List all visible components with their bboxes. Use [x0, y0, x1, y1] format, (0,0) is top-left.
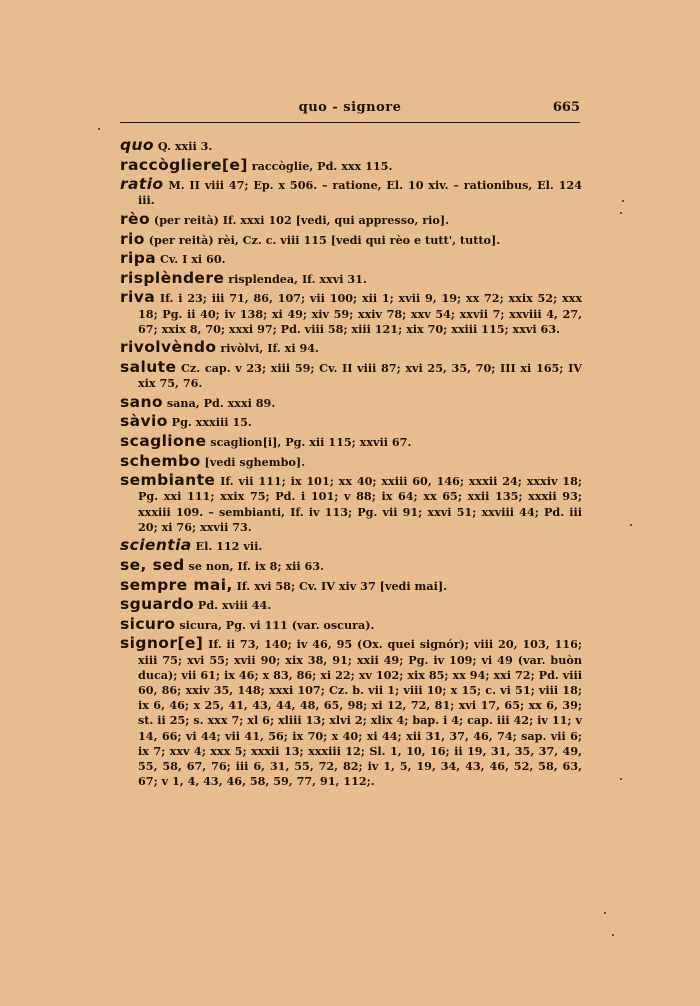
entry-references: M. II viii 47; Ep. x 506. – ratione, El. 10 xiv. – rationibus, El. 124 iii.: [138, 178, 582, 208]
entry-headword: scientia: [120, 536, 192, 555]
entry-headword: raccògliere[e]: [120, 155, 248, 174]
dictionary-entry: [120, 451, 582, 470]
entry-headword: risplèndere: [120, 268, 225, 287]
dictionary-entry: [120, 555, 582, 574]
entry-references: Cz. cap. v 23; xiii 59; Cv. II viii 87; xvi 25, 35, 70; III xi 165; IV xix 75, 76.: [138, 360, 582, 391]
entry-headword: sempre mai,: [120, 575, 233, 594]
entry-references: risplendea, If. xxvi 31.: [224, 271, 367, 286]
page-number: 665: [552, 100, 580, 115]
print-speck: [612, 934, 614, 936]
print-speck: [620, 212, 622, 214]
page-header: [120, 100, 580, 118]
entry-references: (per reità) rèi, Cz. c. viii 115 [vedi qui rèo e tutt', tutto].: [144, 232, 501, 247]
print-speck: [98, 128, 100, 130]
entry-references: raccòglie, Pd. xxx 115.: [247, 158, 393, 173]
entry-headword: sicuro: [120, 614, 176, 633]
print-speck: [622, 200, 624, 202]
entry-headword: scaglione: [120, 431, 207, 450]
entry-headword: ripa: [120, 249, 157, 268]
entry-headword: rivolvèndo: [120, 338, 217, 357]
entry-references: rivòlvi, If. xi 94.: [216, 341, 319, 356]
entry-list: [120, 138, 582, 793]
entry-references: Q. xxii 3.: [153, 139, 213, 153]
dictionary-entry: [120, 414, 582, 430]
dictionary-entry: [120, 290, 582, 337]
entry-headword: sembiante: [120, 471, 216, 490]
dictionary-entry: [120, 431, 582, 450]
print-speck: [620, 778, 622, 780]
entry-references: If. ii 73, 140; iv 46, 95 (Ox. quei signór); viii 20, 103, 116; xiii 75; xvi 55; xvii 90; xix 38, 91; xxii 49; Pg. iv 109; vi 49 (var. buòn duca); vii 61; ix 46; x 83, 86; xi 22; xv 102; xix 85; xx 94; xxi 72; Pd. viii 60, 86; xxiv 35, 148; xxxi 107; Cz. b. vii 1; viii 10; x 15; c. vi 51; viii 18; ix 6, 46; x 25, 41, 43, 44, 48, 65, 98; xi 12, 72, 81; xvi 17, 65; xx 6, 39; st. ii 25; s. xxx 7; xl 6; xliii 13; xlvi 2; xlix 4; bap. i 4; cap. iii 42; iv 11; v 14, 66; vi 44; vii 41, 56; ix 70; x 40; xi 44; xii 31, 37, 46, 74; sap. vii 6; ix 7; xxv 4; xxx 5; xxxii 13; xxxiii 12; Sl. 1, 10, 16; ii 19, 31, 35, 37, 49, 55, 58, 67, 76; iii 6, 31, 55, 72, 82; iv 1, 5, 19, 34, 43, 46, 52, 58, 63, 67; v 1, 4, 43, 46, 58, 59, 77, 91, 112;.: [138, 637, 582, 789]
entry-headword: riva: [120, 288, 156, 307]
entry-headword: schembo: [120, 451, 201, 470]
entry-references: se non, If. ix 8; xii 63.: [184, 558, 324, 573]
header-rule: [120, 122, 580, 123]
dictionary-entry: [120, 473, 582, 535]
entry-references: If. xvi 58; Cv. IV xiv 37 [vedi mai].: [232, 578, 448, 593]
print-speck: [604, 912, 606, 914]
dictionary-entry: [120, 229, 582, 248]
dictionary-entry: [120, 138, 582, 154]
dictionary-entry: [120, 614, 582, 633]
dictionary-entry: [120, 251, 582, 267]
entry-references: El. 112 vii.: [191, 539, 263, 554]
print-speck: [630, 524, 632, 526]
entry-headword: rio: [120, 229, 145, 248]
entry-references: If. vii 111; ix 101; xx 40; xxiii 60, 146; xxxii 24; xxxiv 18; Pg. xxi 111; xxix 75; Pd. i 101; v 88; ix 64; xx 65; xxii 135; xxxii 93; xxxiii 109. – sembianti, If. iv 113; Pg. vii 91; xxvi 51; xxviii 44; Pd. iii 20; xi 76; xxvii 73.: [138, 474, 582, 534]
entry-headword: sàvio: [120, 412, 168, 431]
entry-headword: se, sed: [120, 555, 185, 574]
entry-headword: sguardo: [120, 595, 195, 614]
entry-references: sana, Pd. xxxi 89.: [162, 395, 276, 410]
entry-references: Pd. xviii 44.: [194, 598, 272, 613]
entry-headword: sano: [120, 392, 163, 411]
entry-references: [vedi sghembo].: [200, 454, 306, 469]
entry-headword: rèo: [120, 209, 151, 228]
entry-headword: signor[e]: [120, 634, 204, 653]
entry-references: scaglion[i], Pg. xii 115; xxvii 67.: [206, 434, 412, 449]
entry-headword: salute: [120, 357, 177, 376]
dictionary-entry: [120, 209, 582, 228]
entry-references: If. i 23; iii 71, 86, 107; vii 100; xii 1; xvii 9, 19; xx 72; xxix 52; xxx 18; Pg. ii 40; iv 138; xi 49; xiv 59; xxiv 78; xxv 54; xxvii 7; xxviii 4, 27, 67; xxix 8, 70; xxxi 97; Pd. viii 58; xiii 121; xix 70; xxiii 115; xxvi 63.: [138, 291, 582, 336]
dictionary-entry: [120, 268, 582, 287]
entry-references: sicura, Pg. vi 111 (var. oscura).: [175, 617, 375, 632]
dictionary-entry: [120, 340, 582, 356]
running-head: quo - signore: [298, 100, 402, 115]
dictionary-entry: [120, 155, 582, 174]
dictionary-entry: [120, 392, 582, 411]
dictionary-entry: [120, 538, 582, 554]
dictionary-entry: [120, 357, 582, 391]
dictionary-entry: [120, 636, 582, 789]
dictionary-entry: [120, 597, 582, 613]
entry-references: (per reità) If. xxxi 102 [vedi, qui appresso, rio].: [150, 212, 450, 227]
dictionary-entry: [120, 575, 582, 594]
entry-references: Cv. I xi 60.: [156, 252, 226, 267]
entry-headword: quo: [120, 136, 154, 154]
entry-references: Pg. xxxiii 15.: [167, 415, 252, 430]
dictionary-entry: [120, 177, 582, 208]
entry-headword: ratio: [120, 175, 164, 194]
